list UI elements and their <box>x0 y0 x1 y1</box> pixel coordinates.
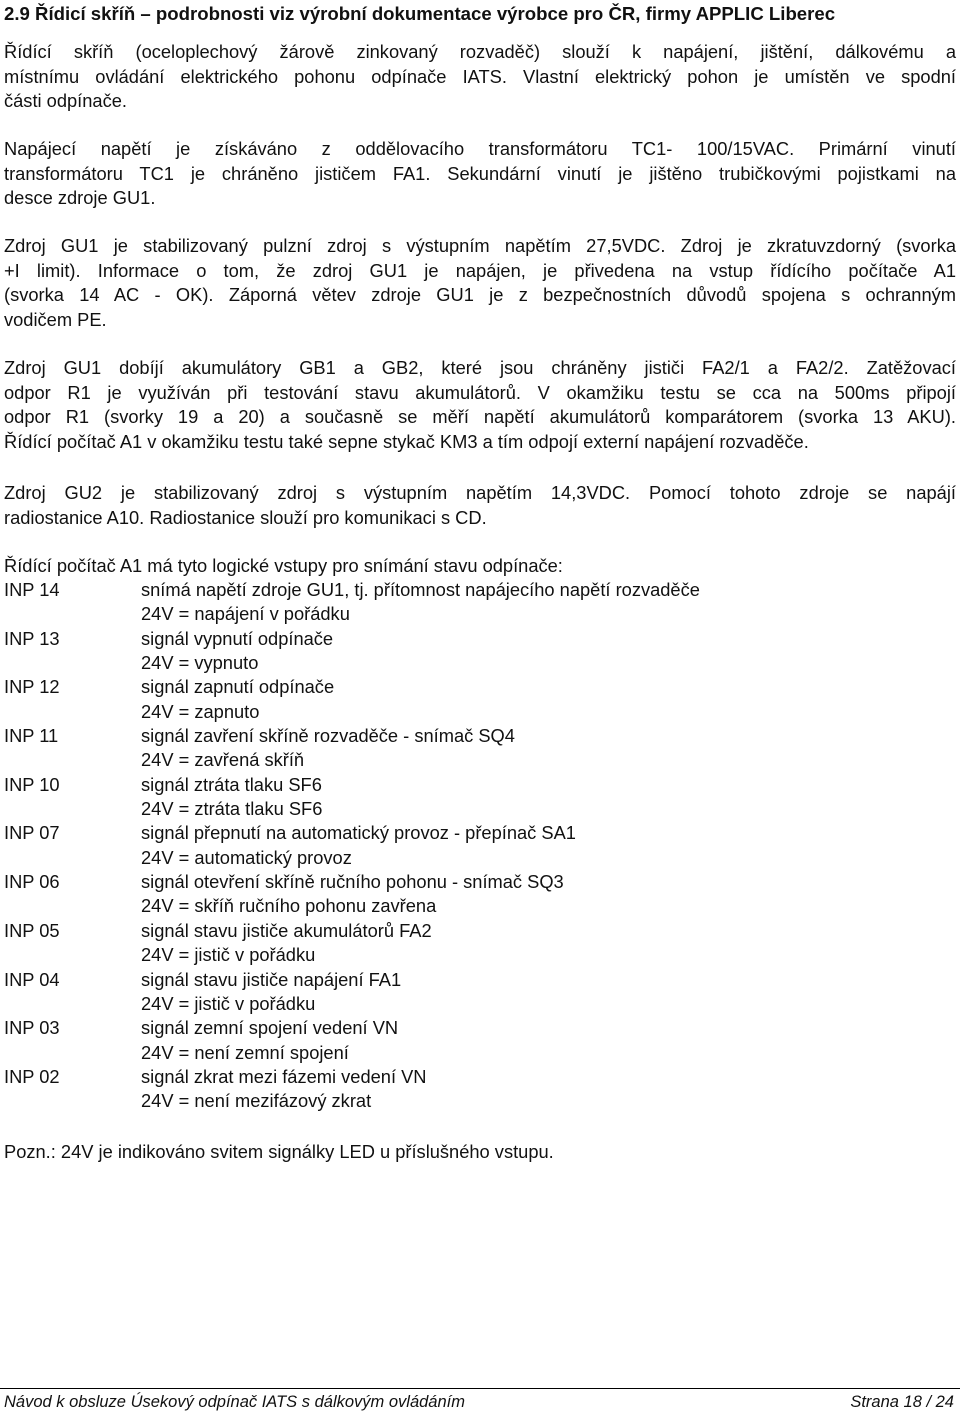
input-description: signál vypnutí odpínače <box>141 627 334 649</box>
inputs-list <box>4 578 904 1114</box>
input-description: signál zapnutí odpínače <box>141 676 335 698</box>
paragraph-line: Řídící počítač A1 v okamžiku testu také sepne stykač KM3 a tím odpojí externí napájení rozvaděče. <box>4 430 809 452</box>
section-heading: 2.9 Řídicí skříň – podrobnosti viz výrobní dokumentace výrobce pro ČR, firmy APPLIC Liberec <box>4 3 836 24</box>
paragraph-line: vodičem PE. <box>4 308 107 330</box>
paragraph-line: radiostanice A10. Radiostanice slouží pro komunikaci s CD. <box>4 506 487 528</box>
paragraph-line: Zdroj GU2 je stabilizovaný zdroj s výstupním napětím 14,3VDC. Pomocí tohoto zdroje se napájí <box>4 482 956 503</box>
input-row <box>4 578 904 627</box>
input-code: INP 07 <box>4 822 60 844</box>
input-code: INP 13 <box>4 627 60 649</box>
input-value: 24V = automatický provoz <box>141 846 352 868</box>
paragraph-line: Napájecí napětí je získáváno z oddělovacího transformátoru TC1- 100/15VAC. Primární vinutí <box>4 138 956 159</box>
input-value: 24V = vypnuto <box>141 652 259 674</box>
input-code: INP 04 <box>4 968 60 990</box>
input-row <box>4 870 904 919</box>
paragraph-line: transformátoru TC1 je chráněno jističem FA1. Sekundární vinutí je jištěno trubičkovými pojistkami na <box>4 162 956 184</box>
input-description: signál zemní spojení vedení VN <box>141 1017 399 1039</box>
paragraph-line: odpor R1 je využíván při testování stavu akumulátorů. V okamžiku testu se cca na 500ms připojí <box>4 381 956 403</box>
input-description: signál stavu jističe akumulátorů FA2 <box>141 919 432 941</box>
input-row <box>4 1065 904 1114</box>
input-code: INP 11 <box>4 725 59 747</box>
input-code: INP 14 <box>4 579 60 600</box>
input-code: INP 05 <box>4 919 60 941</box>
input-code: INP 03 <box>4 1017 60 1039</box>
input-value: 24V = jistič v pořádku <box>141 992 316 1014</box>
input-description: signál stavu jističe napájení FA1 <box>141 968 402 990</box>
paragraph-batteries <box>4 356 956 454</box>
input-description: snímá napětí zdroje GU1, tj. přítomnost napájecího napětí rozvaděče <box>141 579 700 600</box>
footer-document-title: Návod k obsluze Úsekový odpínač IATS s dálkovým ovládáním <box>4 1393 465 1411</box>
note-text: Pozn.: 24V je indikováno svitem signálky LED u příslušného vstupu. <box>4 1141 554 1162</box>
input-value: 24V = ztráta tlaku SF6 <box>141 798 323 820</box>
paragraph-line: Řídící skříň (oceloplechový žárově zinkovaný rozvaděč) slouží k napájení, jištění, dálkovému a <box>4 41 956 62</box>
paragraph-supply-voltage <box>4 137 956 211</box>
input-row <box>4 1016 904 1065</box>
input-row <box>4 821 904 870</box>
paragraph-line: místnímu ovládání elektrického pohonu odpínače IATS. Vlastní elektrický pohon je umístěn ve spodní <box>4 65 956 87</box>
input-value: 24V = není zemní spojení <box>141 1041 349 1063</box>
input-row <box>4 627 904 676</box>
input-description: signál ztráta tlaku SF6 <box>141 773 322 795</box>
paragraph-line: Zdroj GU1 je stabilizovaný pulzní zdroj s výstupním napětím 27,5VDC. Zdroj je zkratuvzdorný (svorka <box>4 235 956 256</box>
input-value: 24V = napájení v pořádku <box>141 603 350 625</box>
paragraph-line: Zdroj GU1 dobíjí akumulátory GB1 a GB2, které jsou chráněny jističi FA2/1 a FA2/2. Zatěžovací <box>4 357 956 378</box>
input-value: 24V = zapnuto <box>141 700 260 722</box>
paragraph-control-cabinet <box>4 40 956 114</box>
input-value: 24V = není mezifázový zkrat <box>141 1090 372 1112</box>
input-row <box>4 919 904 968</box>
input-row <box>4 675 904 724</box>
paragraph-line: +I limit). Informace o tom, že zdroj GU1 je napájen, je přivedena na vstup řídícího počítače A1 <box>4 259 956 281</box>
paragraph-line: desce zdroje GU1. <box>4 187 156 208</box>
input-row <box>4 773 904 822</box>
input-row <box>4 724 904 773</box>
input-description: signál zkrat mezi fázemi vedení VN <box>141 1065 427 1087</box>
paragraph-line: odpor R1 (svorky 19 a 20) a současně se měří napětí akumulátorů komparátorem (svorka 13 AKU). <box>4 406 956 427</box>
input-code: INP 12 <box>4 676 60 698</box>
input-value: 24V = skříň ručního pohonu zavřena <box>141 895 437 917</box>
input-description: signál přepnutí na automatický provoz - přepínač SA1 <box>141 822 576 844</box>
paragraph-line: (svorka 14 AC - OK). Záporná větev zdroje GU1 je z bezpečnostních důvodů spojena s ochranným <box>4 284 956 305</box>
input-value: 24V = jistič v pořádku <box>141 944 316 966</box>
paragraph-line: části odpínače. <box>4 90 127 111</box>
inputs-intro: Řídící počítač A1 má tyto logické vstupy pro snímání stavu odpínače: <box>4 555 563 576</box>
input-value: 24V = zavřená skříň <box>141 749 305 771</box>
footer-page-number: Strana 18 / 24 <box>850 1393 954 1411</box>
paragraph-gu1-source <box>4 234 956 332</box>
input-row <box>4 968 904 1017</box>
input-description: signál zavření skříně rozvaděče - snímač SQ4 <box>141 725 515 747</box>
input-code: INP 10 <box>4 773 60 795</box>
input-code: INP 06 <box>4 871 60 893</box>
paragraph-gu2-source <box>4 481 956 530</box>
input-description: signál otevření skříně ručního pohonu - snímač SQ3 <box>141 871 564 893</box>
input-code: INP 02 <box>4 1065 60 1087</box>
footer-divider <box>0 1388 960 1389</box>
